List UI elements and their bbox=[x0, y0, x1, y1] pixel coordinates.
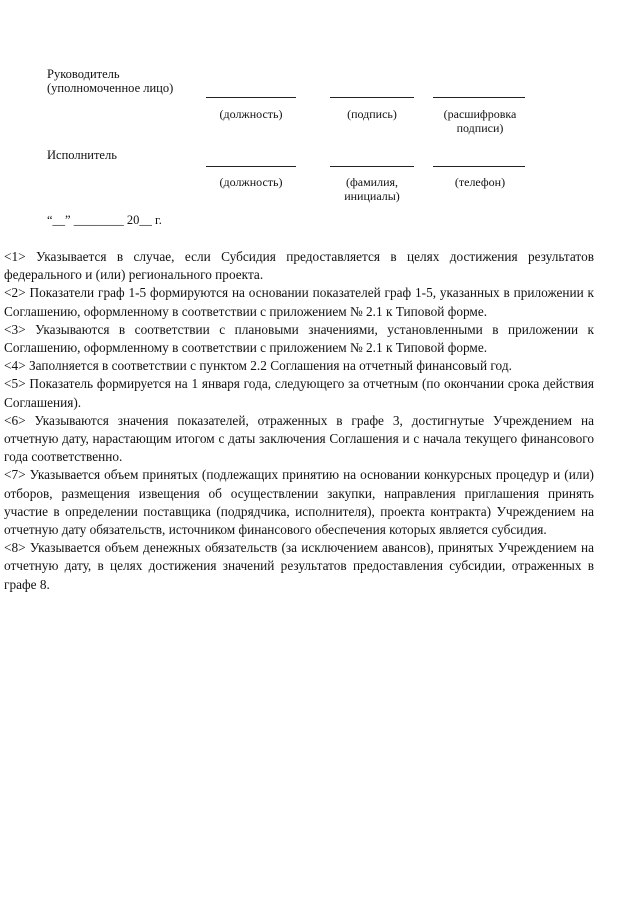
executor-phone-line bbox=[433, 166, 525, 167]
executor-position-line bbox=[206, 166, 296, 167]
footnote-2: <2> Показатели граф 1-5 формируются на основании показателей граф 1-5, указанных в приложении к Соглашению, оформленному в соответствии с приложением № 2.1 к Типовой форме. bbox=[4, 285, 594, 319]
footnote-3: <3> Указываются в соответствии с плановыми значениями, установленными в приложении к Соглашению, оформленному в соответствии с приложением № 2.1 к Типовой форме. bbox=[4, 321, 594, 356]
caption-executor-phone: (телефон) bbox=[454, 175, 506, 189]
footnote-1: <1> Указывается в случае, если Субсидия предоставляется в целях достижения результатов федерального и (или) регионального проекта. bbox=[4, 249, 594, 283]
footnote-8: <8> Указывается объем денежных обязательств (за исключением авансов), принятых Учреждением на отчетную дату, в целях достижения значений результатов предоставления субсидии, отраженных в графе 8. bbox=[4, 540, 594, 592]
caption-position: (должность) bbox=[219, 107, 283, 121]
caption-signature-decoding: (расшифровка подписи) bbox=[443, 107, 517, 135]
signature-decoding-line bbox=[433, 97, 525, 98]
footnote-4: <4> Заполняется в соответствии с пунктом 2.2 Соглашения на отчетный финансовый год. bbox=[4, 358, 512, 374]
caption-executor-name: (фамилия, инициалы) bbox=[344, 175, 400, 203]
executor-name-line bbox=[330, 166, 414, 167]
footnote-5: <5> Показатель формируется на 1 января года, следующего за отчетным (по окончании срока действия Соглашения). bbox=[4, 376, 594, 410]
footnotes bbox=[4, 248, 594, 594]
signature-line bbox=[330, 97, 414, 98]
executor-label: Исполнитель bbox=[47, 148, 117, 162]
footnote-7: <7> Указывается объем принятых (подлежащих принятию на основании конкурсных процедур и (или) отборов, размещения извещения об осуществлении закупки, направления приглашения принять участие в определении поставщика (подрядчика, исполнителя), проекта контракта) Учреждением на отчетную дату обязательств, источником финансового обеспечения которых является субсидия. bbox=[4, 467, 594, 538]
position-signature-line bbox=[206, 97, 296, 98]
date-line: “__” ________ 20__ г. bbox=[47, 213, 162, 227]
head-label-sub: (уполномоченное лицо) bbox=[47, 81, 174, 95]
caption-signature: (подпись) bbox=[347, 107, 397, 121]
head-label: Руководитель bbox=[47, 67, 120, 81]
caption-executor-position: (должность) bbox=[219, 175, 283, 189]
footnote-6: <6> Указываются значения показателей, отраженных в графе 3, достигнутые Учреждением на отчетную дату, нарастающим итогом с даты заключения Соглашения и с начала текущего финансового года соответственно. bbox=[4, 412, 594, 465]
